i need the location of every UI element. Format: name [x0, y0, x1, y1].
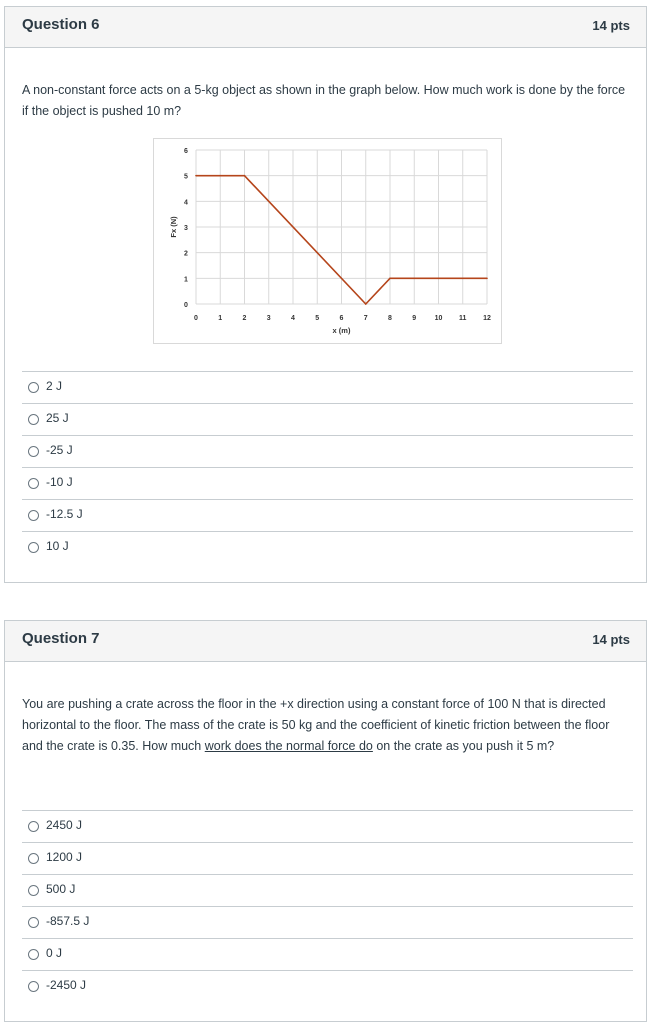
question-7-title: Question 7 [22, 630, 100, 647]
x-axis-label: x (m) [332, 326, 351, 335]
x-tick-label: 3 [266, 315, 271, 322]
y-tick-label: 4 [184, 199, 188, 207]
question-7-header [5, 621, 646, 662]
x-tick-label: 4 [291, 315, 295, 322]
answer-option[interactable] [22, 970, 633, 1002]
answer-option[interactable] [22, 810, 633, 842]
question-6-text: A non-constant force acts on a 5-kg object as shown in the graph below. How much work is done by the force if the object is pushed 10 m? [22, 83, 626, 118]
question-7-card [4, 620, 647, 1022]
y-tick-label: 3 [184, 225, 188, 232]
answer-label: 500 J [46, 882, 76, 896]
question-6-points: 14 pts [592, 18, 630, 33]
y-tick-label: 6 [184, 148, 188, 155]
question-6-header [5, 7, 646, 48]
radio-button[interactable] [28, 446, 39, 457]
answer-label: 0 J [46, 946, 63, 960]
x-tick-label: 8 [388, 315, 392, 322]
x-tick-label: 0 [194, 315, 198, 322]
answer-option[interactable] [22, 906, 633, 938]
answer-label: -2450 J [46, 978, 87, 992]
y-tick-label: 2 [184, 250, 188, 258]
question-6-title: Question 6 [22, 16, 100, 33]
radio-button[interactable] [28, 885, 39, 896]
answer-option[interactable] [22, 874, 633, 906]
answer-label: 25 J [46, 411, 69, 425]
answer-option[interactable] [22, 371, 633, 403]
radio-button[interactable] [28, 478, 39, 489]
answer-label: 10 J [46, 539, 69, 553]
radio-button[interactable] [28, 917, 39, 928]
x-tick-label: 1 [218, 315, 223, 322]
x-tick-label: 9 [412, 315, 417, 322]
radio-button[interactable] [28, 382, 39, 393]
y-tick-label: 5 [184, 173, 188, 181]
force-data-point [195, 175, 197, 177]
answer-label: -25 J [46, 443, 73, 457]
x-tick-label: 12 [483, 315, 491, 322]
answer-option[interactable] [22, 531, 633, 563]
answer-option[interactable] [22, 467, 633, 499]
answer-label: 2450 J [46, 818, 83, 832]
x-tick-label: 5 [315, 315, 320, 322]
question-7-text-pre: You are pushing a crate across the floor in the +x direction using a constant force of 100 N that is directed horizontal to the floor. The mass of the crate is 50 kg and the coefficient of kinetic friction between the floor and the crate is 0.35. How much [22, 697, 610, 753]
force-graph-svg [154, 139, 501, 343]
question-7-text-underlined: work does the normal force do [204, 739, 373, 753]
answer-option[interactable] [22, 938, 633, 970]
radio-button[interactable] [28, 981, 39, 992]
y-axis-label: Fx (N) [169, 216, 178, 238]
question-6-answers [22, 371, 633, 563]
radio-button[interactable] [28, 510, 39, 521]
y-tick-label: 0 [184, 302, 188, 309]
force-data-point [389, 278, 391, 280]
y-tick-label: 1 [184, 276, 188, 284]
answer-label: -10 J [46, 475, 73, 489]
answer-label: 1200 J [46, 850, 83, 864]
force-data-point [365, 303, 367, 305]
x-tick-label: 2 [242, 315, 247, 322]
x-tick-label: 10 [434, 315, 443, 322]
answer-option[interactable] [22, 435, 633, 467]
answer-option[interactable] [22, 403, 633, 435]
question-7-points: 14 pts [592, 632, 630, 647]
force-data-point [244, 175, 246, 177]
question-7-text-post: on the crate as you push it 5 m? [372, 739, 555, 753]
x-tick-label: 6 [339, 315, 344, 322]
radio-button[interactable] [28, 821, 39, 832]
answer-option[interactable] [22, 499, 633, 531]
radio-button[interactable] [28, 949, 39, 960]
radio-button[interactable] [28, 414, 39, 425]
radio-button[interactable] [28, 542, 39, 553]
answer-label: 2 J [46, 379, 63, 393]
answer-label: -857.5 J [46, 914, 90, 928]
x-tick-label: 11 [459, 315, 467, 322]
question-7-answers [22, 810, 633, 1002]
answer-option[interactable] [22, 842, 633, 874]
radio-button[interactable] [28, 853, 39, 864]
question-7-text [22, 694, 632, 757]
question-6-card [4, 6, 647, 583]
force-graph [153, 138, 502, 344]
answer-label: -12.5 J [46, 507, 83, 521]
force-data-point [486, 278, 488, 280]
x-tick-label: 7 [363, 315, 368, 322]
